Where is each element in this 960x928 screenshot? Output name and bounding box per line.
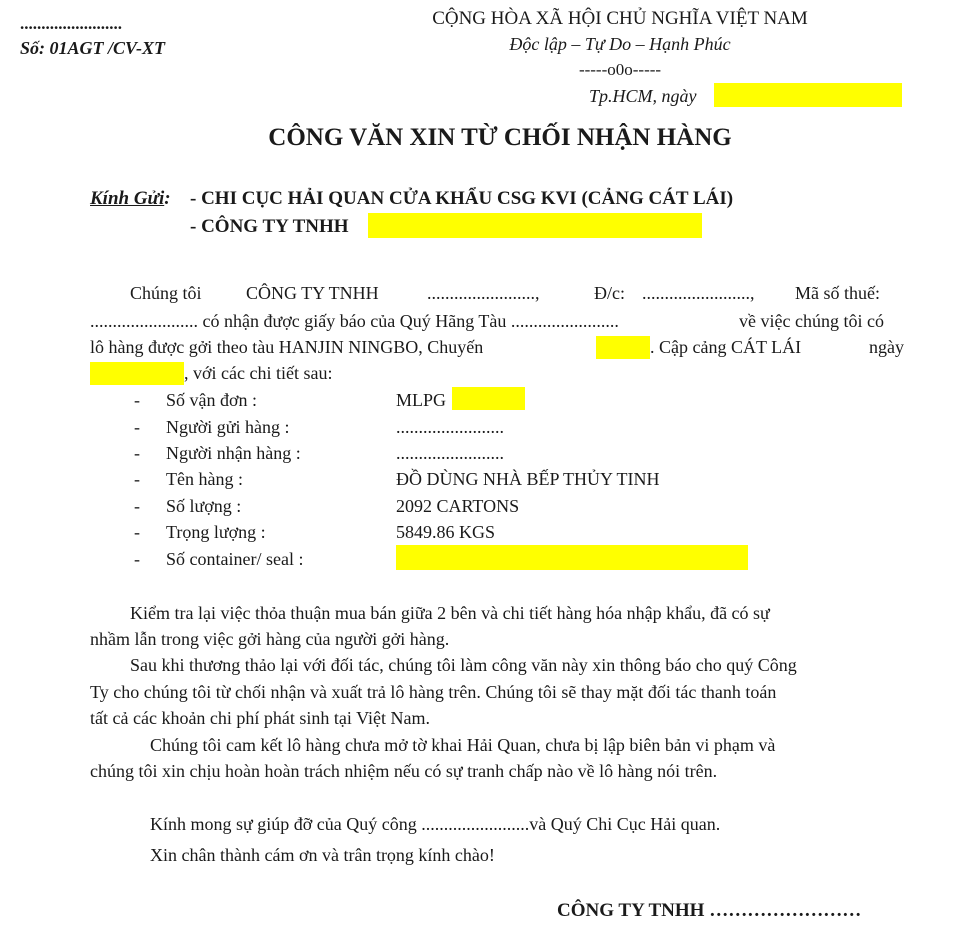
org-name-placeholder: ........................: [20, 14, 122, 33]
detail-label: Trọng lượng :: [166, 522, 266, 542]
detail-value: 5849.86 KGS: [396, 522, 496, 542]
intro-line-3: lô hàng được gởi theo tàu HANJIN NINGBO, Chuyến: [90, 337, 484, 357]
signature-company: CÔNG TY TNHH ……………………: [557, 900, 862, 921]
bullet: -: [134, 522, 140, 542]
recipient-company: - CÔNG TY TNHH: [190, 216, 349, 237]
national-motto: Độc lập – Tự Do – Hạnh Phúc: [509, 34, 731, 54]
bullet: -: [134, 417, 140, 437]
intro-address-dots: ........................,: [642, 283, 755, 303]
arrival-date-redaction: [90, 362, 184, 385]
document-title: CÔNG VĂN XIN TỪ CHỐI NHẬN HÀNG: [268, 124, 732, 151]
paragraph-line: Ty cho chúng tôi từ chối nhận và xuất trả lô hàng trên. Chúng tôi sẽ thay mặt đối tác thanh toán: [90, 682, 777, 702]
voyage-redaction: [596, 336, 650, 359]
paragraph-line: chúng tôi xin chịu hoàn hoàn trách nhiệm nếu có sự tranh chấp nào về lô hàng nói trên.: [90, 761, 718, 781]
header-decoration: -----o0o-----: [578, 60, 662, 79]
detail-label: Người gửi hàng :: [166, 417, 290, 437]
intro-line-2: ........................ có nhận được giấy báo của Quý Hãng Tàu ........................: [90, 311, 619, 331]
container-seal-redaction: [396, 545, 748, 570]
paragraph-line: nhầm lẫn trong việc gởi hàng của người gởi hàng.: [90, 629, 450, 649]
document-number: Số: 01AGT /CV-XT: [20, 38, 166, 58]
intro-line-2-end: về việc chúng tôi có: [739, 311, 884, 331]
paragraph-line: Sau khi thương thảo lại với đối tác, chúng tôi làm công văn này xin thông báo cho quý Công: [130, 655, 797, 675]
bill-of-lading-redaction: [452, 387, 525, 410]
date-redaction: [714, 83, 902, 107]
detail-label: Số lượng :: [166, 496, 242, 516]
intro-tax-label: Mã số thuế:: [795, 283, 880, 303]
paragraph-line: Kiểm tra lại việc thỏa thuận mua bán giữa 2 bên và chi tiết hàng hóa nhập khẩu, đã có sự: [130, 603, 770, 623]
bullet: -: [134, 469, 140, 489]
bullet: -: [134, 390, 140, 410]
recipient-label: Kính Gửi:: [90, 188, 171, 209]
detail-value: 2092 CARTONS: [396, 496, 520, 516]
closing-request: Kính mong sự giúp đỡ của Quý công ........................và Quý Chi Cục Hải quan.: [150, 814, 721, 834]
detail-label: Số container/ seal :: [166, 549, 304, 569]
recipient-company-redaction: [368, 213, 702, 238]
detail-value: ........................: [396, 443, 504, 463]
intro-company-dots: ........................,: [427, 283, 540, 303]
bullet: -: [134, 443, 140, 463]
intro-day-label: ngày: [869, 337, 904, 357]
intro-port: . Cập cảng CÁT LÁI: [650, 337, 802, 357]
detail-value: ĐỒ DÙNG NHÀ BẾP THỦY TINH: [396, 469, 660, 489]
recipient-customs: - CHI CỤC HẢI QUAN CỬA KHẨU CSG KVI (CẢNG CÁT LÁI): [190, 188, 734, 209]
detail-label: Người nhận hàng :: [166, 443, 301, 463]
national-title: CỘNG HÒA XÃ HỘI CHỦ NGHĨA VIỆT NAM: [432, 8, 808, 29]
bullet: -: [134, 496, 140, 516]
intro-address-label: Đ/c:: [594, 283, 625, 303]
intro-company: CÔNG TY TNHH: [246, 283, 379, 303]
detail-value: ........................: [396, 417, 504, 437]
bullet: -: [134, 549, 140, 569]
detail-label: Số vận đơn :: [166, 390, 258, 410]
detail-label: Tên hàng :: [166, 469, 243, 489]
paragraph-line: tất cả các khoản chi phí phát sinh tại Việt Nam.: [90, 708, 430, 728]
closing-thanks: Xin chân thành cám ơn và trân trọng kính chào!: [150, 845, 495, 865]
intro-line-4: , với các chi tiết sau:: [184, 363, 333, 383]
detail-value: MLPG: [396, 390, 447, 410]
date-line: Tp.HCM, ngày: [589, 86, 697, 106]
paragraph-line: Chúng tôi cam kết lô hàng chưa mở tờ khai Hải Quan, chưa bị lập biên bản vi phạm và: [150, 735, 776, 755]
intro-we: Chúng tôi: [130, 283, 202, 303]
